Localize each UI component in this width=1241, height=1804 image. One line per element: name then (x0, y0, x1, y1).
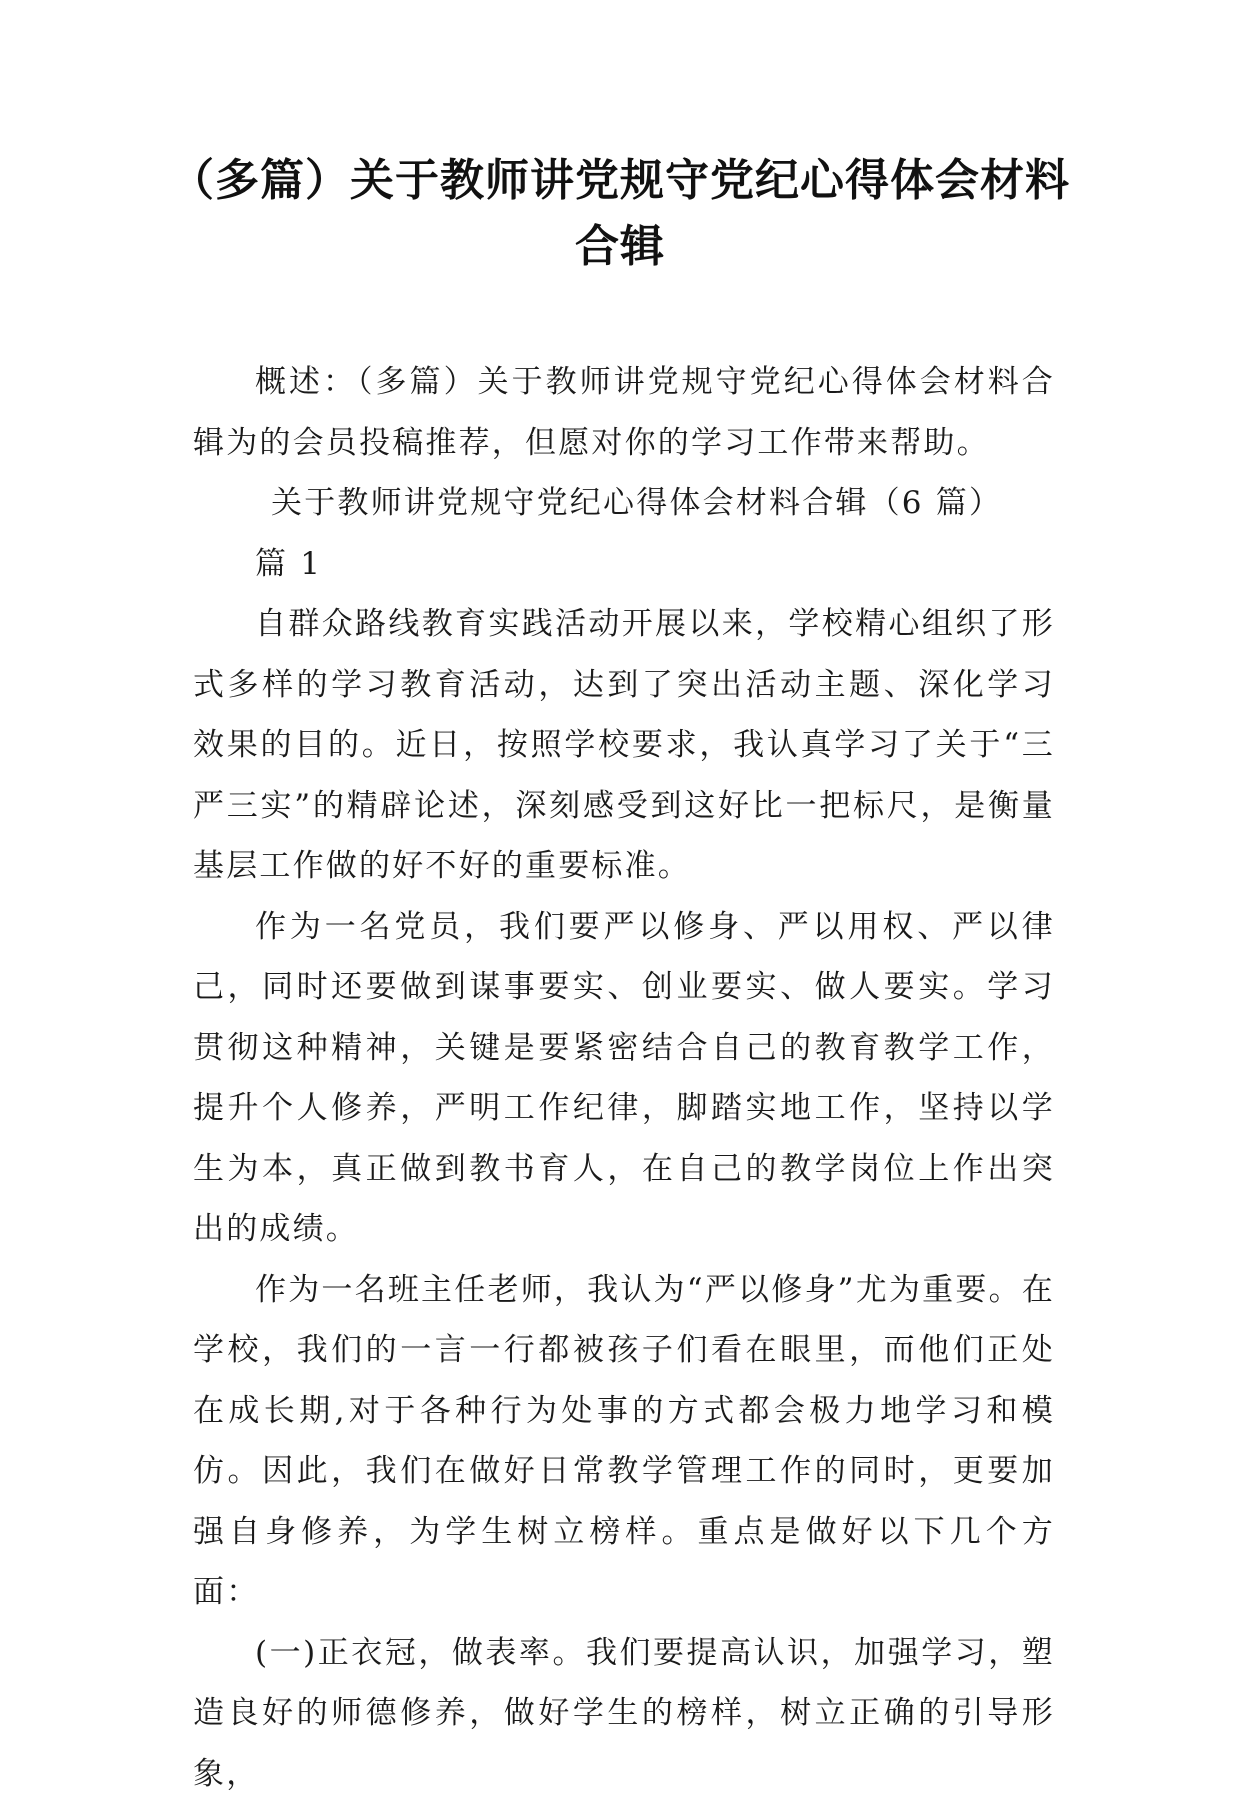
collection-subtitle: 关于教师讲党规守党纪心得体会材料合辑（6 篇） (193, 473, 1055, 534)
document-body (193, 352, 1055, 1804)
body-paragraph-2: 作为一名党员，我们要严以修身、严以用权、严以律己，同时还要做到谋事要实、创业要实、做人要实。学习贯彻这种精神，关键是要紧密结合自己的教育教学工作，提升个人修养，严明工作纪律，脚踏实地工作，坚持以学生为本，真正做到教书育人，在自己的教学岗位上作出突出的成绩。 (193, 897, 1055, 1260)
body-paragraph-3: 作为一名班主任老师，我认为“严以修身”尤为重要。在学校，我们的一言一行都被孩子们看在眼里，而他们正处在成长期,对于各种行为处事的方式都会极力地学习和模仿。因此，我们在做好日常教学管理工作的同时，更要加强自身修养，为学生树立榜样。重点是做好以下几个方面： (193, 1260, 1055, 1623)
summary-paragraph: 概述：（多篇）关于教师讲党规守党纪心得体会材料合辑为的会员投稿推荐，但愿对你的学习工作带来帮助。 (193, 352, 1055, 473)
body-paragraph-4: (一)正衣冠，做表率。我们要提高认识，加强学习，塑造良好的师德修养，做好学生的榜样，树立正确的引导形象， (193, 1623, 1055, 1804)
section-label: 篇 1 (193, 534, 1055, 595)
body-paragraph-1: 自群众路线教育实践活动开展以来，学校精心组织了形式多样的学习教育活动，达到了突出活动主题、深化学习效果的目的。近日，按照学校要求，我认真学习了关于“三严三实”的精辟论述，深刻感受到这好比一把标尺，是衡量基层工作做的好不好的重要标准。 (193, 594, 1055, 897)
document-title: （多篇）关于教师讲党规守党纪心得体会材料合辑 (150, 148, 1090, 280)
